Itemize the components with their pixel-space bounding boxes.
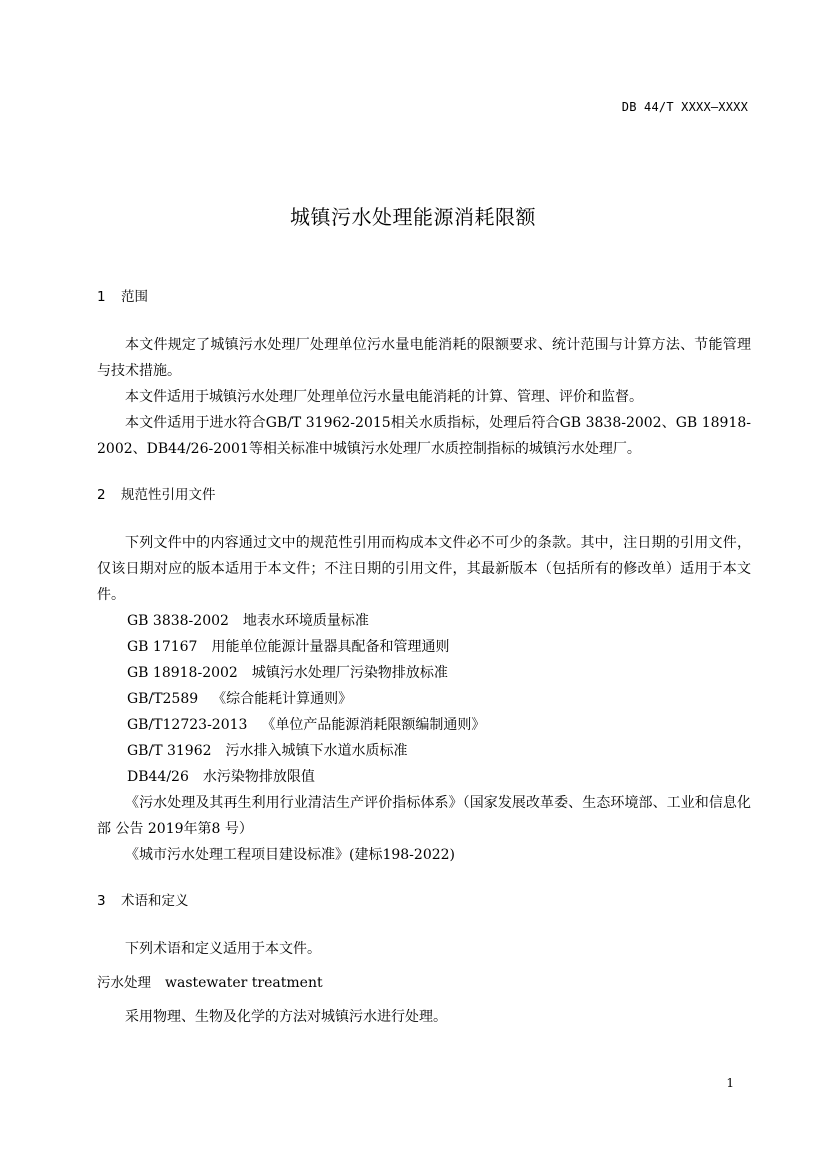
section-heading-normative-references [97, 482, 751, 508]
reference-item [97, 712, 751, 738]
document-code: DB 44/T XXXX—XXXX [621, 100, 748, 114]
reference-name: 水污染物排放限值 [202, 769, 315, 785]
reference-code: GB/T 31962 [127, 743, 212, 759]
reference-name: 城镇污水处理厂污染物排放标准 [251, 665, 448, 681]
term-entry [97, 970, 751, 996]
reference-code: GB 18918-2002 [127, 665, 238, 681]
reference-code: GB 17167 [127, 639, 198, 655]
paragraph: 下列术语和定义适用于本文件。 [125, 941, 321, 957]
paragraph: 本文件规定了城镇污水处理厂处理单位污水量电能消耗的限额要求、统计范围与计算方法、节能管理与技术措施。 [97, 337, 751, 379]
reference-code: GB/T12723-2013 [127, 717, 248, 733]
section-title: 术语和定义 [121, 893, 189, 909]
reference-item [97, 608, 751, 634]
paragraph: 下列文件中的内容通过文中的规范性引用而构成本文件必不可少的条款。其中，注日期的引用文件，仅该日期对应的版本适用于本文件；不注日期的引用文件，其最新版本（包括所有的修改单）适用于本文件。 [97, 535, 751, 603]
document-body [97, 284, 751, 1030]
reference-name: 污水排入城镇下水道水质标准 [225, 743, 408, 759]
page-number: 1 [726, 1076, 734, 1090]
paragraph: 本文件适用于城镇污水处理厂处理单位污水量电能消耗的计算、管理、评价和监督。 [125, 389, 643, 405]
section-number: 2 [97, 487, 106, 503]
reference-code: GB/T2589 [127, 691, 199, 707]
reference-list [97, 608, 751, 790]
section-title: 规范性引用文件 [121, 487, 216, 503]
reference-item [97, 660, 751, 686]
reference-code: GB 3838-2002 [127, 613, 229, 629]
section-number: 1 [97, 289, 106, 305]
reference-name: 《综合能耗计算通则》 [212, 691, 353, 707]
reference-item [97, 764, 751, 790]
reference-name: 用能单位能源计量器具配备和管理通则 [211, 639, 450, 655]
reference-code: DB44/26 [127, 769, 189, 785]
term-chinese: 污水处理 [97, 975, 151, 991]
reference-item [97, 634, 751, 660]
paragraph: 本文件适用于进水符合GB/T 31962-2015相关水质指标，处理后符合GB 3838-2002、GB 18918-2002、DB44/26-2001等相关标准中城镇污水处理厂水质控制指标的城镇污水处理厂。 [97, 415, 751, 457]
reference-paragraph: 《城市污水处理工程项目建设标准》(建标198-2022) [125, 847, 456, 863]
document-title: 城镇污水处理能源消耗限额 [290, 205, 536, 229]
section-heading-terms-definitions [97, 888, 751, 914]
reference-item [97, 738, 751, 764]
section-title: 范围 [121, 289, 148, 305]
reference-item [97, 686, 751, 712]
term-english: wastewater treatment [165, 975, 323, 991]
section-heading-scope [97, 284, 751, 310]
section-number: 3 [97, 893, 106, 909]
reference-name: 《单位产品能源消耗限额编制通则》 [261, 717, 486, 733]
reference-name: 地表水环境质量标准 [242, 613, 369, 629]
term-definition: 采用物理、生物及化学的方法对城镇污水进行处理。 [125, 1009, 447, 1025]
reference-paragraph: 《污水处理及其再生利用行业清洁生产评价指标体系》（国家发展改革委、生态环境部、工业和信息化部 公告 2019年第8 号） [97, 795, 751, 837]
